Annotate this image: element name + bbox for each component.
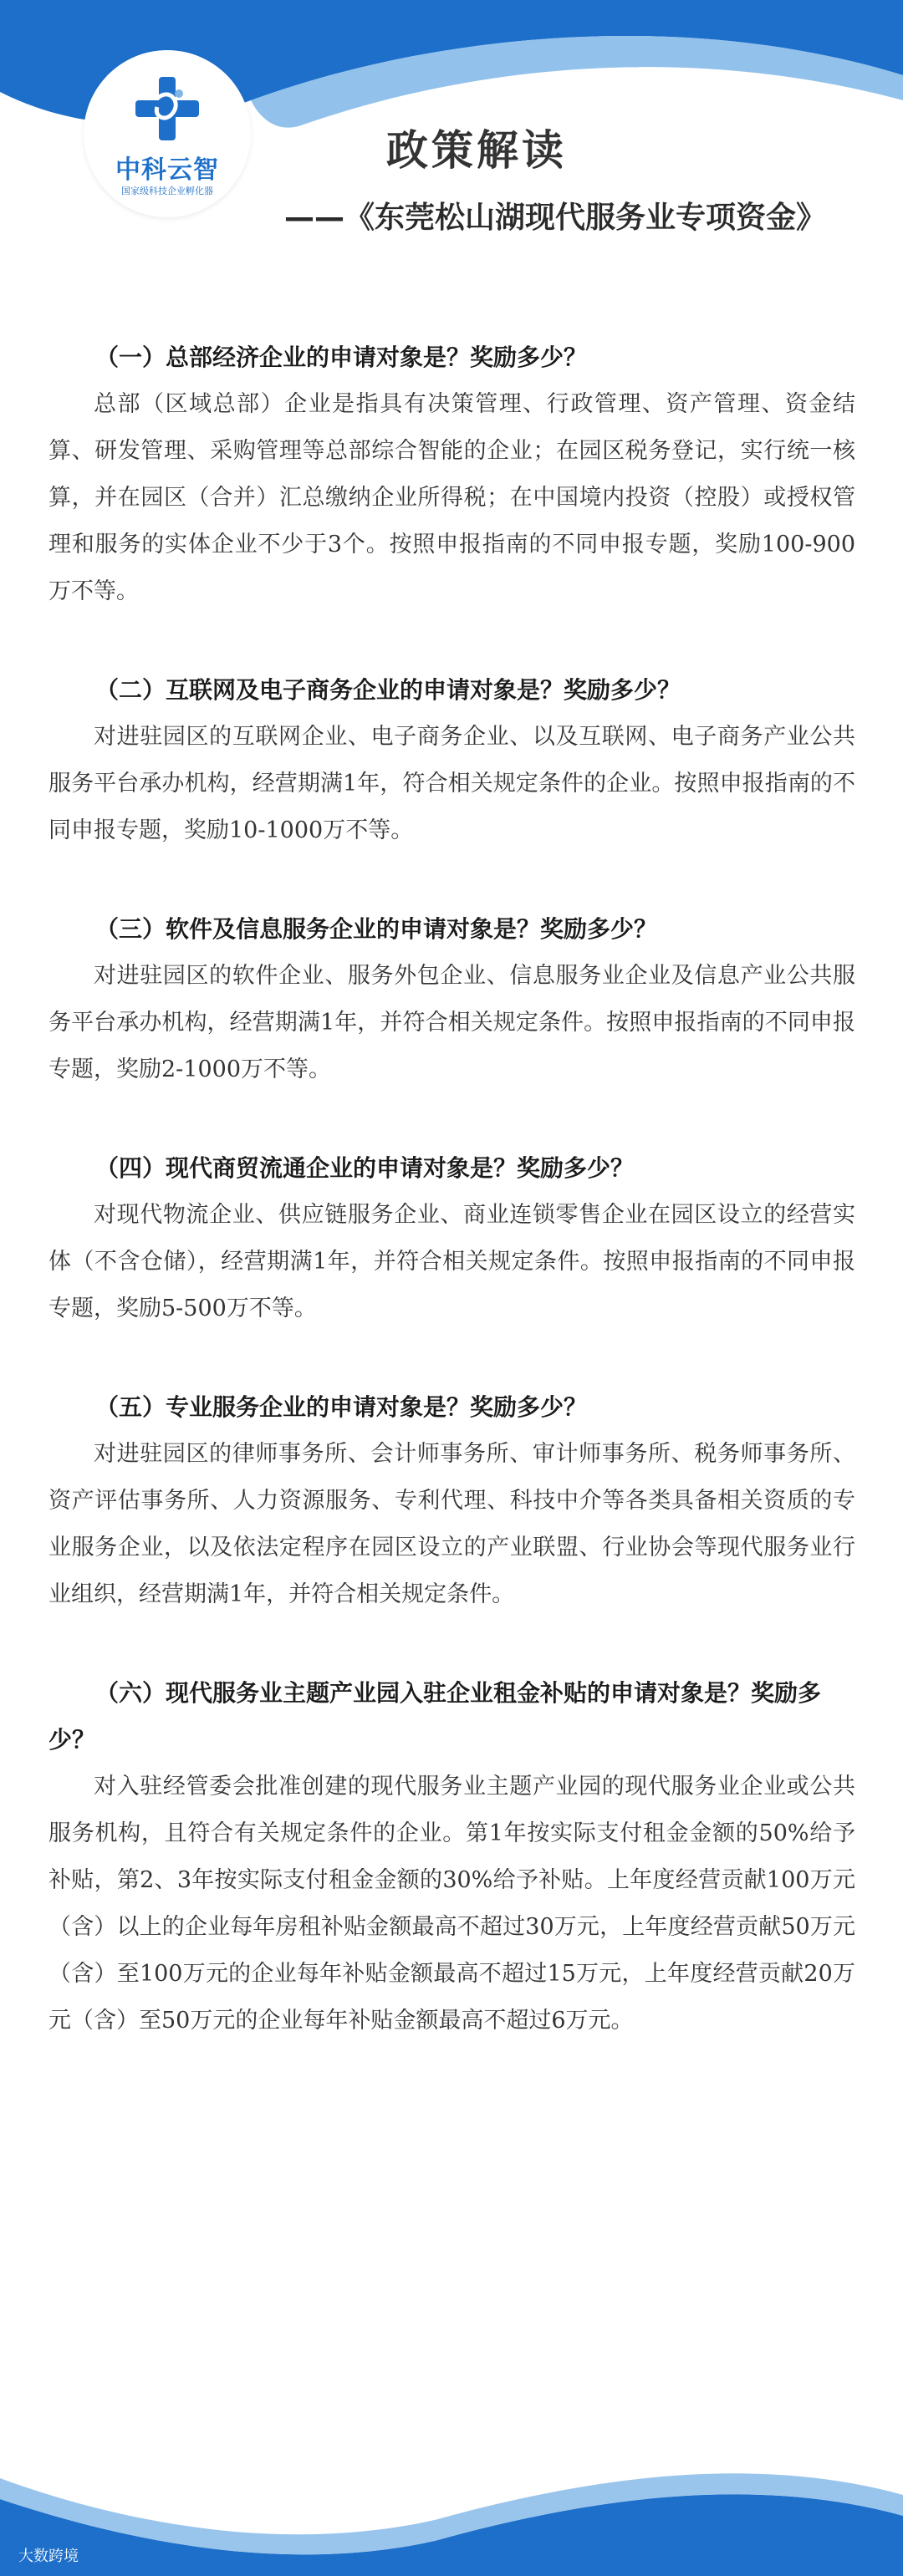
section-body: 总部（区域总部）企业是指具有决策管理、行政管理、资产管理、资金结算、研发管理、采购管理等总部综合智能的企业；在园区税务登记，实行统一核算，并在园区（合并）汇总缴纳企业所得税；在中国境内投资（控股）或授权管理和服务的实体企业不少于3个。按照申报指南的不同申报专题，奖励100-900万不等。 [48,391,855,604]
section [48,334,855,615]
section-body: 对现代物流企业、供应链服务企业、商业连锁零售企业在园区设立的经营实体（不含仓储），经营期满1年，并符合相关规定条件。按照申报指南的不同申报专题，奖励5-500万不等。 [48,1202,855,1321]
section-body: 对入驻经管委会批准创建的现代服务业主题产业园的现代服务业企业或公共服务机构，且符合有关规定条件的企业。第1年按实际支付租金金额的50%给予补贴，第2、3年按实际支付租金金额的30%给予补贴。上年度经营贡献100万元（含）以上的企业每年房租补贴金额最高不超过30万元，上年度经营贡献50万元（含）至100万元的企业每年补贴金额最高不超过15万元，上年度经营贡献20万元（含）至50万元的企业每年补贴金额最高不超过6万元。 [48,1774,855,2034]
logo-subtitle: 国家级科技企业孵化器 [121,186,213,196]
section-body: 对进驻园区的互联网企业、电子商务企业、以及互联网、电子商务产业公共服务平台承办机构，经营期满1年，符合相关规定条件的企业。按照申报指南的不同申报专题，奖励10-1000万不等。 [48,724,855,843]
logo-name: 中科云智 [115,155,219,185]
section-body: 对进驻园区的软件企业、服务外包企业、信息服务业企业及信息产业公共服务平台承办机构，经营期满1年，并符合相关规定条件。按照申报指南的不同申报专题，奖励2-1000万不等。 [48,963,855,1082]
section [48,1145,855,1332]
section-title: （三）软件及信息服务企业的申请对象是？奖励多少？ [95,915,658,943]
section [48,906,855,1093]
section-title: （五）专业服务企业的申请对象是？奖励多少？ [95,1393,588,1421]
page-subtitle: ——《东莞松山湖现代服务业专项资金》 [284,201,827,235]
section-title: （六）现代服务业主题产业园入驻企业租金补贴的申请对象是？奖励多少？ [48,1679,822,1754]
section [48,667,855,854]
main-content [48,334,855,2096]
section-body: 对进驻园区的律师事务所、会计师事务所、审计师事务所、税务师事务所、资产评估事务所、人力资源服务、专利代理、科技中介等各类具备相关资质的专业服务企业，以及依法定程序在园区设立的产业联盟、行业协会等现代服务业行业组织，经营期满1年，并符合相关规定条件。 [48,1441,855,1607]
section [48,1670,855,2044]
page-title: 政策解读 [386,126,567,175]
section-title: （四）现代商贸流通企业的申请对象是？奖励多少？ [95,1154,635,1182]
section-title: （二）互联网及电子商务企业的申请对象是？奖励多少？ [95,676,681,704]
watermark: 大数跨境 [18,2548,79,2565]
section-title: （一）总部经济企业的申请对象是？奖励多少？ [95,344,588,371]
section [48,1384,855,1618]
